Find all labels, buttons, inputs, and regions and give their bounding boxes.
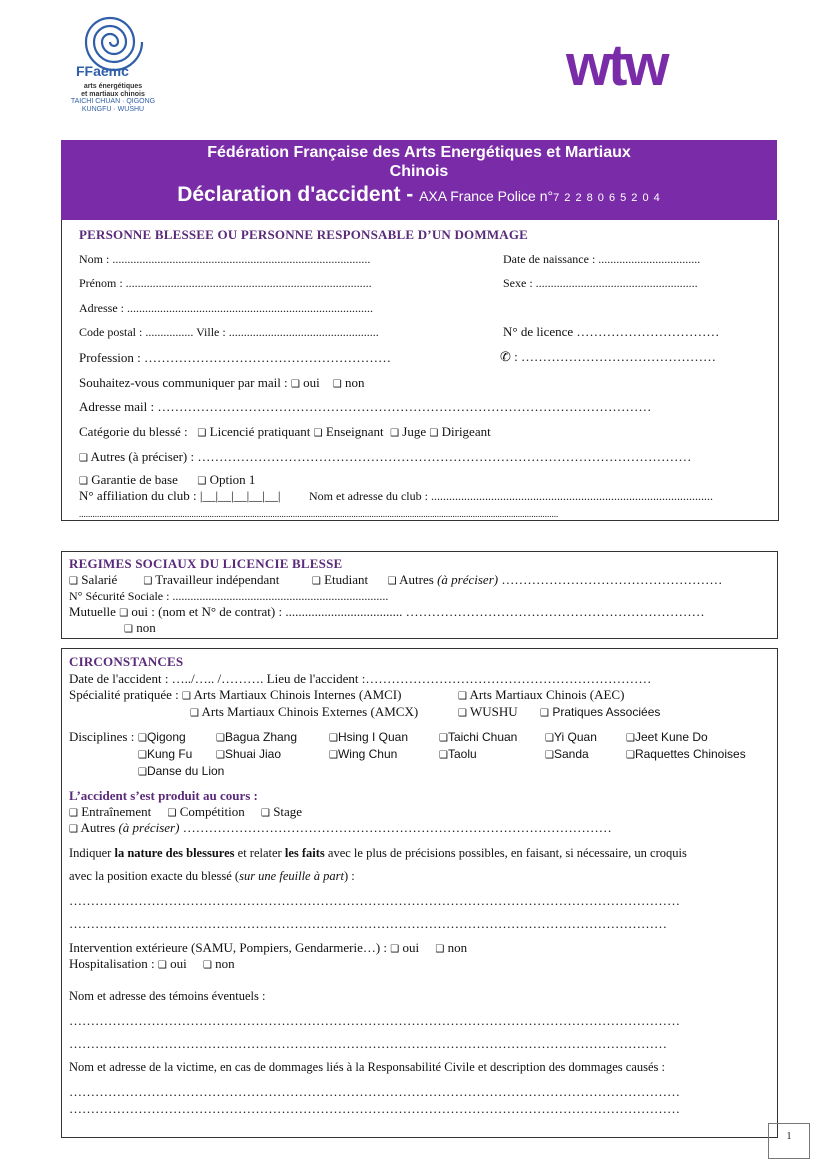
text: Indiquer [69,846,115,860]
mail-question-label: Souhaitez-vous communiquer par mail : [79,375,288,390]
federation-line: Chinois [389,163,449,180]
checkbox-icon[interactable]: ❑ [387,576,397,587]
checkbox-icon[interactable]: ❑ [260,808,270,819]
checkbox-icon[interactable]: ❑ [197,476,207,487]
intervention-label: Intervention extérieure (SAMU, Pompiers, Gendarmerie…) : [69,940,388,955]
mutuelle-non [124,620,156,638]
specialite-pratiques [540,704,660,722]
dotted-line[interactable]: …………………………………………………………………………………………………………………………… [69,893,680,908]
checkbox-icon[interactable]: ❑ [79,476,88,487]
phone-field[interactable]: ✆ : ……………………………………… [500,349,717,364]
licence-field[interactable]: N° de licence …………………………… [503,324,720,339]
mutuelle-non-label: non [136,620,156,635]
dotted-line[interactable]: ..................................................................................................................................................................................................................... [79,509,559,519]
checkbox-icon[interactable]: ❑ [119,608,129,619]
discipline-label: Sanda [553,747,589,761]
checkbox-icon[interactable]: ❑ [216,733,225,744]
victime-label: Nom et adresse de la victime, en cas de dommages liés à la Responsabilité Civile et description des dommages causés : [69,1060,666,1074]
specialite-amcx [190,704,418,722]
discipline-label: Kung Fu [146,747,193,761]
mail-question [79,375,365,393]
non-label: non [215,956,235,971]
axa-label: AXA France Police n° [419,188,554,204]
regime-option: Travailleur indépendant [155,572,280,587]
garantie-option: Garantie de base [91,472,178,487]
specialite-wushu [458,704,518,722]
discipline-label: Jeet Kune Do [634,730,708,744]
category-option: Dirigeant [441,424,491,439]
discipline-option[interactable] [329,746,397,764]
checkbox-icon[interactable]: ❑ [216,750,225,761]
checkbox-icon[interactable]: ❑ [329,750,338,761]
checkbox-icon[interactable]: ❑ [439,750,448,761]
text-italic: sur une feuille à part [239,869,344,883]
prenom-field[interactable]: Prénom : .................................................................................. [79,276,372,290]
checkbox-icon[interactable]: ❑ [435,944,445,955]
logo-text [70,83,156,113]
category-row [79,424,491,442]
checkbox-icon[interactable]: ❑ [545,750,554,761]
regime-hint: (à préciser) [437,572,499,587]
checkbox-icon[interactable]: ❑ [390,944,400,955]
discipline-label: Taichi Chuan [447,730,518,744]
discipline-option[interactable] [545,746,589,764]
checkbox-icon[interactable]: ❑ [181,691,191,702]
autres-row [79,449,691,467]
checkbox-icon[interactable]: ❑ [167,808,177,819]
specialite-label: Spécialité pratiquée : [69,687,179,702]
cours-option: Entraînement [81,804,152,819]
regime-option: Salarié [81,572,118,587]
discipline-option[interactable] [626,729,708,747]
checkbox-icon[interactable]: ❑ [311,576,321,587]
checkbox-icon[interactable]: ❑ [332,379,342,390]
accident-date-place-field[interactable]: Date de l'accident : …../….. /………. Lieu de l'accident :………………………………………………………… [69,671,652,686]
checkbox-icon[interactable]: ❑ [69,824,78,835]
specialite-option: Pratiques Associées [552,705,661,719]
cours-hint: (à préciser) [118,820,180,835]
checkbox-icon[interactable]: ❑ [143,576,153,587]
affiliation-field[interactable]: N° affiliation du club : |__|__|__|__|__| [79,488,281,503]
discipline-option[interactable] [439,729,517,747]
section1-heading: PERSONNE BLESSEE OU PERSONNE RESPONSABLE D’UN DOMMAGE [79,227,529,242]
text-bold: la nature des blessures [114,846,235,860]
section3-heading: CIRCONSTANCES [69,654,184,669]
specialite-option: Arts Martiaux Chinois (AEC) [469,687,625,702]
nom-field[interactable]: Nom : ...................................................................................... [79,252,371,266]
checkbox-icon[interactable]: ❑ [157,960,167,971]
checkbox-icon[interactable]: ❑ [290,379,300,390]
checkbox-icon[interactable]: ❑ [138,750,147,761]
checkbox-icon[interactable]: ❑ [545,733,554,744]
autres-field[interactable]: Autres (à préciser) : …………………………………………………………………………………………………… [90,449,692,464]
checkbox-icon[interactable]: ❑ [329,733,338,744]
discipline-label: Taolu [447,747,477,761]
checkbox-icon[interactable]: ❑ [69,576,78,587]
logo-line: et martiaux chinois [81,90,145,98]
discipline-option[interactable] [138,729,186,747]
regime-option: Autres [399,572,434,587]
non-label: non [447,940,468,955]
logo-line: KUNGFU · WUSHU [81,105,145,113]
cours-label: L’accident s’est produit au cours : [69,788,258,803]
discipline-option[interactable] [439,746,477,764]
specialite-option: Arts Martiaux Chinois Externes (AMCX) [201,704,419,719]
category-label: Catégorie du blessé : [79,424,188,439]
discipline-label: Hsing I Quan [337,730,409,744]
hospitalisation-label: Hospitalisation : [69,956,155,971]
checkbox-icon[interactable]: ❑ [138,767,147,778]
disciplines-label: Disciplines : [69,729,135,744]
non-label: non [345,375,365,390]
discipline-label: Raquettes Chinoises [634,747,746,761]
checkbox-icon[interactable]: ❑ [190,708,199,719]
discipline-label: Qigong [146,730,186,744]
cours-autres-row [69,820,612,838]
checkbox-icon[interactable]: ❑ [458,708,467,719]
secu-field[interactable]: N° Sécurité Sociale : ........................................................................ [69,589,389,603]
category-option: Juge [402,424,427,439]
discipline-option[interactable] [216,746,281,764]
mutuelle-label: Mutuelle [69,604,116,619]
discipline-label: Danse du Lion [146,764,225,778]
cours-option: Autres [80,820,116,835]
logo-brand: FFaemc [76,63,129,78]
text: avec la position exacte du blessé ( [69,869,240,883]
checkbox-icon[interactable]: ❑ [458,691,467,702]
spiral-logo-icon [70,6,156,78]
federation-title [61,143,777,181]
checkbox-icon[interactable]: ❑ [197,428,207,439]
checkbox-icon[interactable]: ❑ [429,428,439,439]
specialite-aec [458,687,624,705]
logo-line: arts énergétiques [83,83,143,90]
instructions-line2 [69,868,355,884]
mutuelle-oui-field[interactable]: oui : (nom et N° de contrat) : .................................... …………………………………………………………… [131,604,705,619]
discipline-option[interactable] [138,763,224,781]
checkbox-icon[interactable]: ❑ [626,750,635,761]
form-title [61,182,777,211]
temoins-label: Nom et adresse des témoins éventuels : [69,989,266,1003]
hospitalisation-row [69,956,235,974]
dotted-line[interactable]: …………………………………………………………………………………………………………………………… [69,1101,680,1116]
club-field[interactable]: Nom et adresse du club : .............................................................................................. [309,489,713,503]
cours-option: Stage [273,804,303,819]
federation-line: Fédération Française des Arts Energétiques et Martiaux [207,144,631,161]
text: et relater [234,846,285,860]
checkbox-icon[interactable]: ❑ [439,733,448,744]
section2-heading: REGIMES SOCIAUX DU LICENCIE BLESSE [69,556,343,571]
discipline-label: Wing Chun [337,747,398,761]
birthdate-field[interactable]: Date de naissance : .................................. [503,252,701,266]
checkbox-icon[interactable]: ❑ [69,808,78,819]
oui-label: oui [303,375,320,390]
discipline-option[interactable] [329,729,408,747]
mail-field[interactable]: Adresse mail : …………………………………………………………………………………………………… [79,399,652,414]
title-text: Déclaration d'accident - [177,183,420,206]
specialite-option: Arts Martiaux Chinois Internes (AMCI) [193,687,402,702]
code-postal-field[interactable]: Code postal : ................ Ville : .................................................. [79,325,379,339]
mutuelle-row [69,604,705,622]
logo-line: TAICHI CHUAN · QIGONG [70,98,156,105]
checkbox-icon[interactable]: ❑ [202,960,212,971]
checkbox-icon[interactable]: ❑ [138,733,147,744]
policy-number: 7 2 2 8 0 6 5 2 0 4 [553,192,661,204]
dotted-line[interactable]: …………………………………………………………………………………………………………………………… [69,1084,680,1099]
checkbox-icon[interactable]: ❑ [313,428,323,439]
profession-field[interactable]: Profession : ………………………………………………… [79,350,391,365]
wtw-logo: wtw [566,33,667,98]
instructions-line1 [69,845,687,861]
oui-label: oui [402,940,420,955]
text: avec le plus de précisions possibles, en faisant, si nécessaire, un croquis [324,846,687,860]
discipline-label: Yi Quan [553,730,597,744]
discipline-option[interactable] [626,746,746,764]
regime-other-field[interactable]: …………………………………………… [498,572,723,587]
specialite-option: WUSHU [469,704,518,719]
discipline-option[interactable] [138,746,192,764]
text: ) : [343,869,355,883]
discipline-option[interactable] [216,729,297,747]
checkbox-icon[interactable]: ❑ [79,453,88,464]
discipline-label: Shuai Jiao [224,747,282,761]
adresse-field[interactable]: Adresse : .................................................................................. [79,301,373,315]
checkbox-icon[interactable]: ❑ [124,624,133,635]
dotted-line[interactable]: …………………………………………………………………………………………………………………………… [69,1013,680,1028]
page-number: 1 [768,1123,810,1159]
checkbox-icon[interactable]: ❑ [540,708,549,719]
dotted-line[interactable]: ………………………………………………………………………………………………………………………… [69,1036,667,1051]
discipline-label: Bagua Zhang [224,730,298,744]
garantie-option: Option 1 [209,472,256,487]
cours-other-field[interactable]: ……………………………………………………………………………………… [179,820,612,835]
category-option: Licencié pratiquant [209,424,311,439]
specialite-row [69,687,401,705]
sexe-field[interactable]: Sexe : ...................................................... [503,276,698,290]
checkbox-icon[interactable]: ❑ [390,428,400,439]
discipline-option[interactable] [545,729,597,747]
ffaemc-logo [70,6,156,122]
dotted-line[interactable]: ………………………………………………………………………………………………………………………… [69,916,667,931]
checkbox-icon[interactable]: ❑ [626,733,635,744]
cours-option: Compétition [179,804,245,819]
regime-option: Etudiant [324,572,369,587]
text-bold: les faits [284,846,325,860]
oui-label: oui [170,956,187,971]
header-banner [61,140,777,220]
category-option: Enseignant [325,424,384,439]
